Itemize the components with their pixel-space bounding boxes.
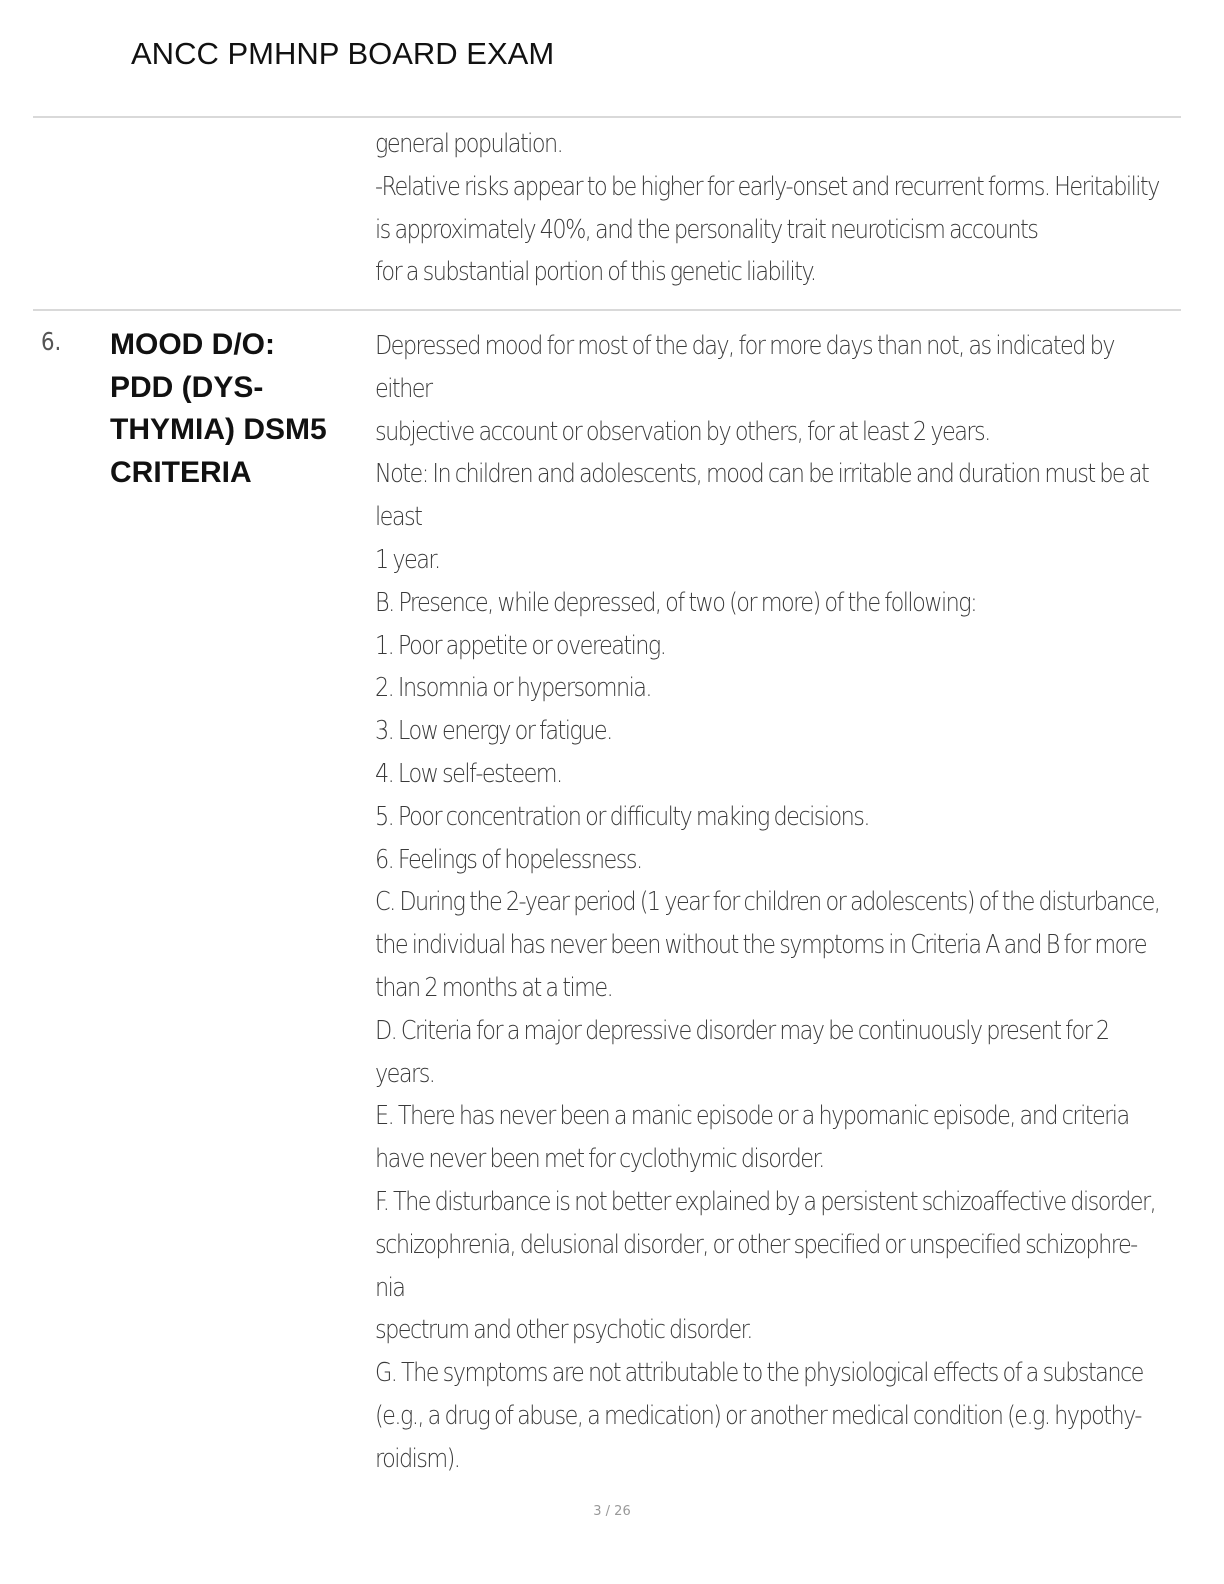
top-divider: [33, 116, 1181, 118]
text-line: 2. Insomnia or hypersomnia.: [375, 673, 651, 704]
text-line: G. The symptoms are not attributable to the physiological effects of a substance: [375, 1358, 1143, 1389]
text-line: subjective account or observation by others, for at least 2 years.: [375, 416, 990, 447]
text-line: roidism).: [375, 1443, 460, 1474]
continued-definition: [375, 123, 1170, 294]
row-number: 6.: [41, 327, 62, 356]
text-line: 4. Low self-esteem.: [375, 758, 562, 789]
continued-definition-text: [375, 123, 1171, 294]
text-line: 3. Low energy or fatigue.: [375, 716, 612, 747]
row-divider: [33, 309, 1181, 311]
text-line: C. During the 2-year period (1 year for children or adolescents) of the disturbance,: [375, 887, 1160, 918]
term-line: CRITERIA: [110, 455, 252, 489]
text-line: years.: [375, 1058, 435, 1089]
text-line: F. The disturbance is not better explained by a persistent schizoaffective disorder,: [375, 1186, 1156, 1217]
text-line: 1. Poor appetite or overeating.: [375, 630, 666, 661]
text-line: for a substantial portion of this genetic liability.: [375, 257, 816, 288]
text-line: E. There has never been a manic episode or a hypomanic episode, and criteria: [375, 1101, 1129, 1132]
text-line: D. Criteria for a major depressive disorder may be continuously present for 2: [375, 1015, 1109, 1046]
text-line: -Relative risks appear to be higher for early-onset and recurrent forms. Heritability: [375, 171, 1159, 202]
document-title: ANCC PMHNP BOARD EXAM: [131, 36, 555, 71]
text-line: 1 year.: [375, 544, 440, 575]
text-line: spectrum and other psychotic disorder.: [375, 1315, 752, 1346]
page-indicator: 3 / 26: [593, 1504, 631, 1519]
text-line: least: [375, 502, 422, 533]
text-line: (e.g., a drug of abuse, a medication) or another medical condition (e.g. hypothy-: [375, 1400, 1141, 1431]
text-line: is approximately 40%, and the personality trait neuroticism accounts: [375, 214, 1038, 245]
text-line: than 2 months at a time.: [375, 972, 613, 1003]
term-heading: [110, 324, 350, 494]
text-line: have never been met for cyclothymic disorder.: [375, 1144, 824, 1175]
text-line: Depressed mood for most of the day, for more days than not, as indicated by: [375, 331, 1114, 361]
text-line: schizophrenia, delusional disorder, or other specified or unspecified schizophre-: [375, 1229, 1137, 1260]
text-line: either: [375, 373, 432, 404]
text-line: nia: [375, 1272, 405, 1303]
text-line: B. Presence, while depressed, of two (or more) of the following:: [375, 587, 977, 618]
term-line: PDD (DYS-: [110, 370, 264, 404]
text-line: 6. Feelings of hopelessness.: [375, 844, 642, 875]
text-line: 5. Poor concentration or difficulty making decisions.: [375, 801, 869, 832]
definition: [375, 325, 1170, 1481]
term-line: THYMIA) DSM5: [110, 413, 327, 446]
term-line: MOOD D/O:: [110, 328, 275, 361]
text-line: the individual has never been without the symptoms in Criteria A and B for more: [375, 930, 1147, 961]
text-line: Note: In children and adolescents, mood can be irritable and duration must be at: [375, 459, 1149, 490]
text-line: general population.: [375, 129, 563, 159]
definition-text: [375, 325, 1171, 1481]
